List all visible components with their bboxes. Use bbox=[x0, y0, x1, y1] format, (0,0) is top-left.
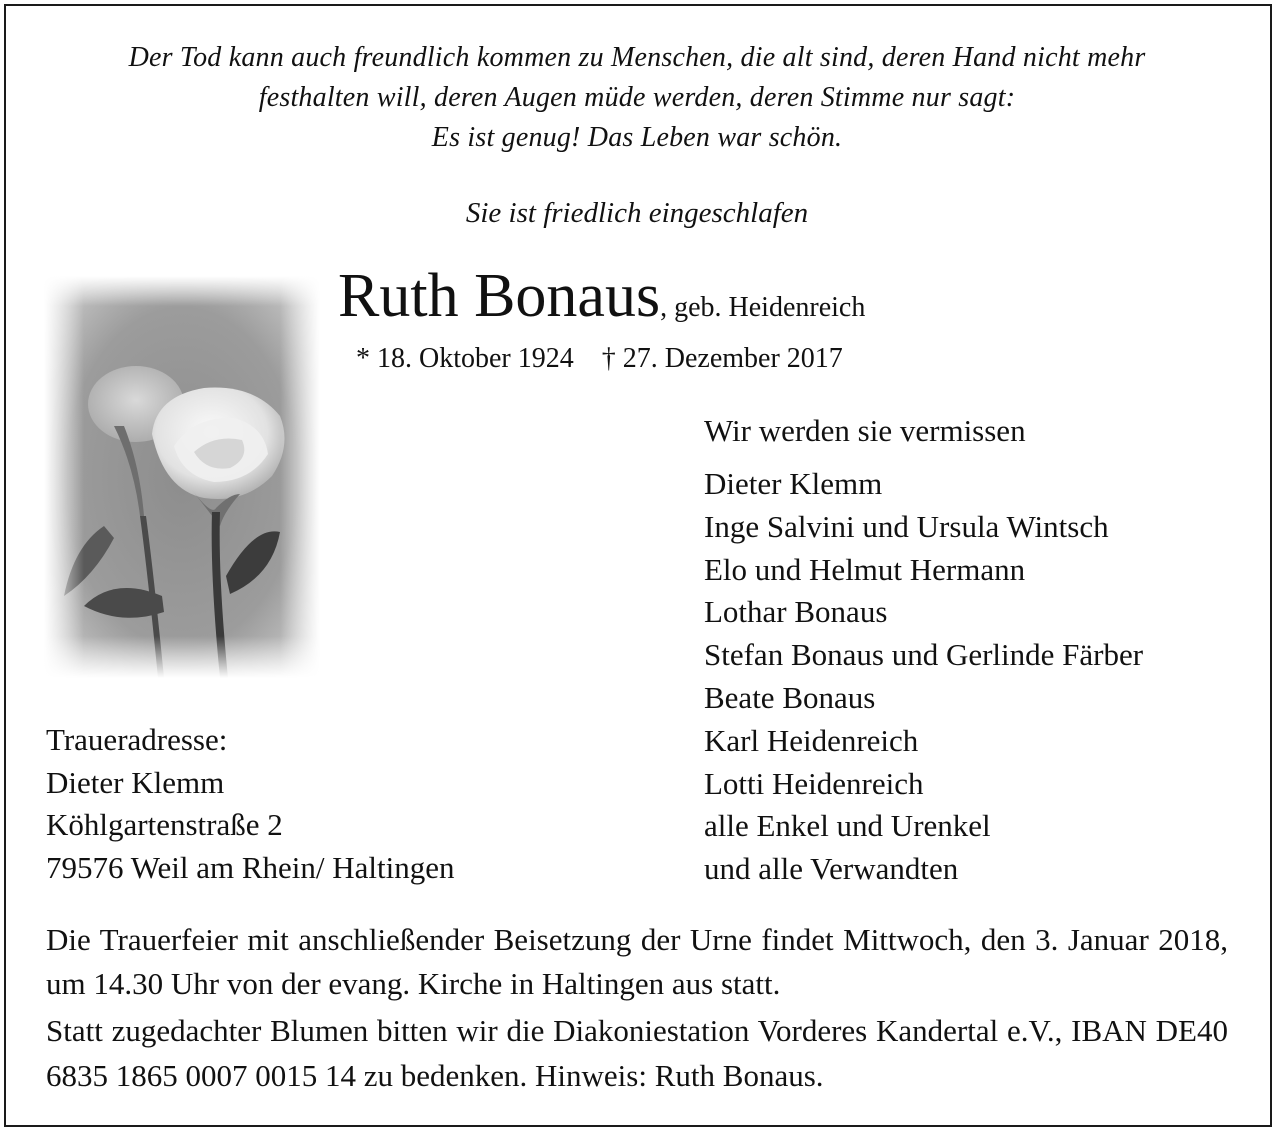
funeral-info: Die Trauerfeier mit anschließender Beisetzung der Urne findet Mittwoch, den 3. Januar 2018, um 14.30 Uhr von der evang. Kirche in Haltingen aus statt. bbox=[46, 922, 1228, 1001]
quote-line-1: Der Tod kann auch freundlich kommen zu Menschen, die alt sind, deren Hand nicht mehr bbox=[128, 42, 1146, 73]
mourner-item: Stefan Bonaus und Gerlinde Färber bbox=[704, 637, 1144, 673]
mourner-item: Inge Salvini und Ursula Wintsch bbox=[704, 508, 1109, 544]
address-name: Dieter Klemm bbox=[46, 764, 225, 800]
mourner-item: Elo und Helmut Hermann bbox=[704, 551, 1026, 587]
address-label: Traueradresse: bbox=[46, 722, 228, 757]
deceased-name-line bbox=[338, 258, 865, 334]
rose-photo-icon bbox=[44, 276, 320, 678]
birth-date: * 18. Oktober 1924 bbox=[356, 343, 574, 374]
mourner-item: Karl Heidenreich bbox=[704, 722, 919, 758]
mourner-item: alle Enkel und Urenkel bbox=[704, 808, 991, 844]
quote-line-2: festhalten will, deren Augen müde werden, deren Stimme nur sagt: bbox=[258, 82, 1016, 113]
deceased-name: Ruth Bonaus bbox=[338, 262, 661, 330]
subline: Sie ist friedlich eingeschlafen bbox=[465, 197, 809, 229]
mourning-address bbox=[46, 719, 454, 889]
mourner-item: Dieter Klemm bbox=[704, 466, 883, 501]
mourner-item: Beate Bonaus bbox=[704, 679, 876, 715]
mourners-heading: Wir werden sie vermissen bbox=[704, 413, 1026, 448]
opening-quote bbox=[20, 38, 1254, 158]
mourners-list bbox=[704, 463, 1143, 891]
maiden-name: , geb. Heidenreich bbox=[660, 292, 866, 323]
quote-line-3: Es ist genug! Das Leben war schön. bbox=[431, 122, 843, 153]
address-city: 79576 Weil am Rhein/ Haltingen bbox=[46, 849, 455, 885]
death-date: † 27. Dezember 2017 bbox=[601, 343, 843, 374]
life-dates bbox=[356, 339, 871, 379]
address-street: Köhlgartenstraße 2 bbox=[46, 807, 283, 843]
donation-note: Statt zugedachter Blumen bitten wir die Diakoniestation Vorderes Kandertal e.V., IBAN DE40 6835 1865 0007 0015 14 zu bedenken. Hinweis: Ruth Bonaus. bbox=[46, 1013, 1228, 1093]
mourner-item: Lothar Bonaus bbox=[704, 594, 888, 630]
mourner-item: Lotti Heidenreich bbox=[704, 765, 924, 801]
mourner-item: und alle Verwandten bbox=[704, 851, 959, 887]
